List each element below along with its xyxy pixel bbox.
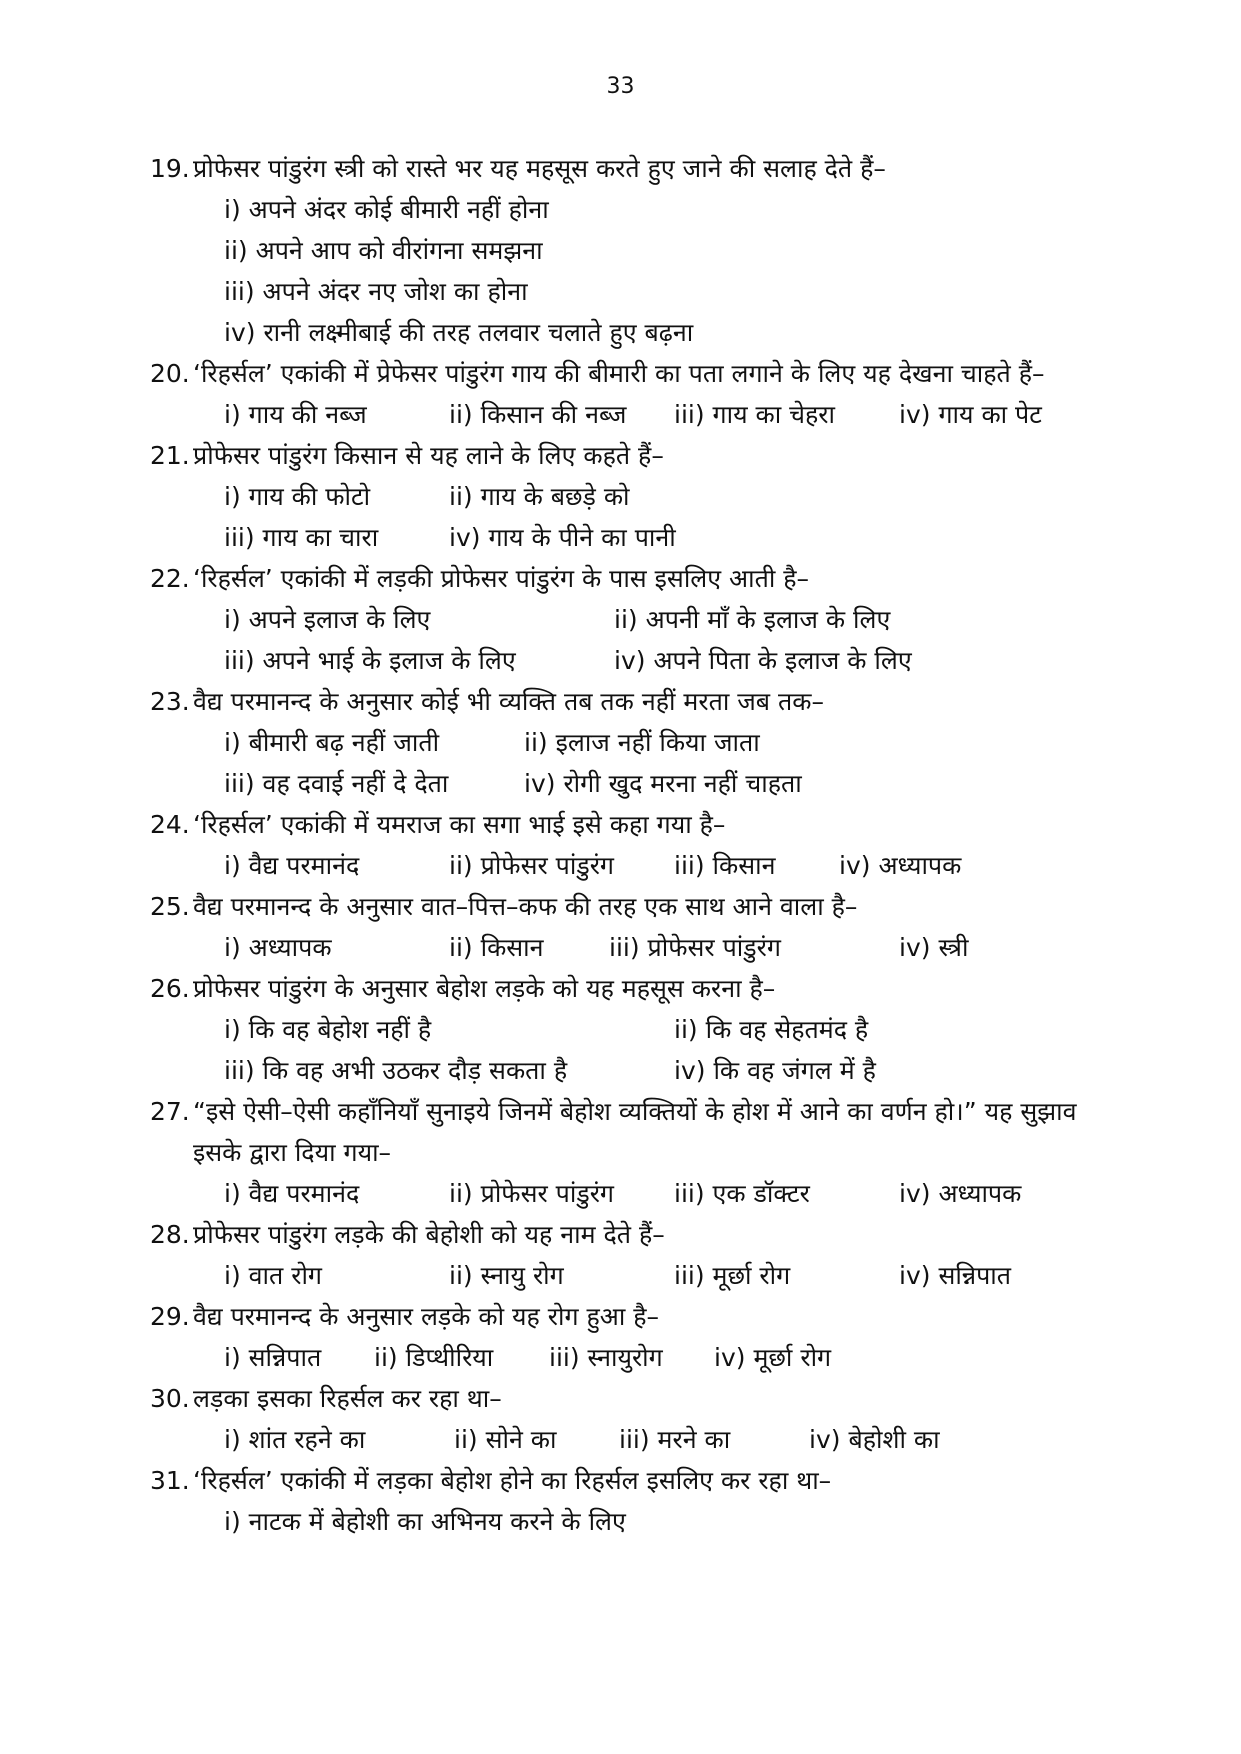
option: iii) मरने का xyxy=(619,1425,731,1454)
option: i) सन्निपात xyxy=(224,1343,322,1372)
option: i) गाय की फोटो xyxy=(224,482,371,511)
option: iii) वह दवाई नहीं दे देता xyxy=(224,769,449,798)
question-text: प्रोफेसर पांडुरंग किसान से यह लाने के लिए कहते हैं– xyxy=(193,441,664,470)
question-20 xyxy=(150,353,1110,435)
option: ii) अपने आप को वीरांगना समझना xyxy=(224,236,543,265)
option: iii) गाय का चारा xyxy=(224,523,379,552)
question-number: 26. xyxy=(150,974,190,1003)
option: i) अपने अंदर कोई बीमारी नहीं होना xyxy=(224,195,549,224)
question-list xyxy=(150,148,1110,1542)
option: ii) अपनी माँ के इलाज के लिए xyxy=(614,605,891,634)
question-30 xyxy=(150,1378,1110,1460)
option: iii) स्नायुरोग xyxy=(549,1343,663,1372)
question-number: 30. xyxy=(150,1384,190,1413)
option: iii) प्रोफेसर पांडुरंग xyxy=(609,933,781,962)
option: ii) किसान की नब्ज xyxy=(449,400,627,429)
option: i) बीमारी बढ़ नहीं जाती xyxy=(224,728,440,757)
question-number: 20. xyxy=(150,359,190,388)
question-number: 23. xyxy=(150,687,190,716)
option: iii) मूर्छा रोग xyxy=(674,1261,791,1290)
question-number: 25. xyxy=(150,892,190,921)
option: iv) मूर्छा रोग xyxy=(714,1343,832,1372)
question-text: वैद्य परमानन्द के अनुसार वात–पित्त–कफ की तरह एक साथ आने वाला है– xyxy=(193,892,858,921)
option: iv) अपने पिता के इलाज के लिए xyxy=(614,646,912,675)
question-number: 22. xyxy=(150,564,190,593)
question-19 xyxy=(150,148,1110,353)
option: iv) रानी लक्ष्मीबाई की तरह तलवार चलाते हुए बढ़ना xyxy=(224,318,694,347)
option: ii) डिप्थीरिया xyxy=(374,1343,494,1372)
question-29 xyxy=(150,1296,1110,1378)
question-text: ‘रिहर्सल’ एकांकी में प्रेफेसर पांडुरंग गाय की बीमारी का पता लगाने के लिए यह देखना चाहते हैं– xyxy=(193,359,1045,388)
option: i) वैद्य परमानंद xyxy=(224,851,360,880)
question-23 xyxy=(150,681,1110,804)
question-21 xyxy=(150,435,1110,558)
question-26 xyxy=(150,968,1110,1091)
option: ii) प्रोफेसर पांडुरंग xyxy=(449,851,614,880)
option: iv) सन्निपात xyxy=(899,1261,1011,1290)
option: iii) किसान xyxy=(674,851,776,880)
option: i) नाटक में बेहोशी का अभिनय करने के लिए xyxy=(224,1507,626,1536)
option: ii) कि वह सेहतमंद है xyxy=(674,1015,869,1044)
question-text: ‘रिहर्सल’ एकांकी में लड़का बेहोश होने का रिहर्सल इसलिए कर रहा था– xyxy=(193,1466,832,1495)
option: iii) एक डॉक्टर xyxy=(674,1179,810,1208)
question-number: 29. xyxy=(150,1302,190,1331)
question-text: “इसे ऐसी–ऐसी कहाँनियाँ सुनाइये जिनमें बेहोश व्यक्तियों के होश में आने का वर्णन हो।” यह सुझाव इसके द्वारा दिया गया– xyxy=(193,1097,1077,1167)
option: iii) अपने भाई के इलाज के लिए xyxy=(224,646,516,675)
question-text: ‘रिहर्सल’ एकांकी में लड़की प्रोफेसर पांडुरंग के पास इसलिए आती है– xyxy=(193,564,810,593)
page-number: 33 xyxy=(606,74,635,99)
question-number: 19. xyxy=(150,154,190,183)
option: i) अध्यापक xyxy=(224,933,332,962)
question-text: वैद्य परमानन्द के अनुसार कोई भी व्यक्ति तब तक नहीं मरता जब तक– xyxy=(193,687,824,716)
question-number: 21. xyxy=(150,441,190,470)
option: ii) गाय के बछड़े को xyxy=(449,482,630,511)
question-text: ‘रिहर्सल’ एकांकी में यमराज का सगा भाई इसे कहा गया है– xyxy=(193,810,726,839)
question-text: वैद्य परमानन्द के अनुसार लड़के को यह रोग हुआ है– xyxy=(193,1302,660,1331)
option: iv) अध्यापक xyxy=(899,1179,1022,1208)
option: iv) कि वह जंगल में है xyxy=(674,1056,876,1085)
question-number: 24. xyxy=(150,810,190,839)
question-24 xyxy=(150,804,1110,886)
option: ii) इलाज नहीं किया जाता xyxy=(524,728,760,757)
question-number: 28. xyxy=(150,1220,190,1249)
option: iii) कि वह अभी उठकर दौड़ सकता है xyxy=(224,1056,568,1085)
option: iii) गाय का चेहरा xyxy=(674,400,836,429)
question-22 xyxy=(150,558,1110,681)
option: iv) रोगी खुद मरना नहीं चाहता xyxy=(524,769,802,798)
option: iv) स्त्री xyxy=(899,933,969,962)
option: i) कि वह बेहोश नहीं है xyxy=(224,1015,432,1044)
question-27 xyxy=(150,1091,1110,1214)
question-25 xyxy=(150,886,1110,968)
option: ii) स्नायु रोग xyxy=(449,1261,564,1290)
question-number: 27. xyxy=(150,1097,190,1126)
option: i) वैद्य परमानंद xyxy=(224,1179,360,1208)
option: iv) अध्यापक xyxy=(839,851,962,880)
option: ii) प्रोफेसर पांडुरंग xyxy=(449,1179,614,1208)
option: i) शांत रहने का xyxy=(224,1425,366,1454)
option: ii) सोने का xyxy=(454,1425,557,1454)
question-text: प्रोफेसर पांडुरंग लड़के की बेहोशी को यह नाम देते हैं– xyxy=(193,1220,665,1249)
option: i) वात रोग xyxy=(224,1261,322,1290)
option: ii) किसान xyxy=(449,933,544,962)
question-text: प्रोफेसर पांडुरंग स्त्री को रास्ते भर यह महसूस करते हुए जाने की सलाह देते हैं– xyxy=(193,154,886,183)
option: iv) गाय का पेट xyxy=(899,400,1042,429)
option: iv) बेहोशी का xyxy=(809,1425,940,1454)
option: iv) गाय के पीने का पानी xyxy=(449,523,676,552)
question-31 xyxy=(150,1460,1110,1542)
option: iii) अपने अंदर नए जोश का होना xyxy=(224,277,528,306)
option: i) गाय की नब्ज xyxy=(224,400,367,429)
option: i) अपने इलाज के लिए xyxy=(224,605,431,634)
question-number: 31. xyxy=(150,1466,190,1495)
question-28 xyxy=(150,1214,1110,1296)
question-text: प्रोफेसर पांडुरंग के अनुसार बेहोश लड़के को यह महसूस करना है– xyxy=(193,974,776,1003)
question-text: लड़का इसका रिहर्सल कर रहा था– xyxy=(193,1384,502,1413)
